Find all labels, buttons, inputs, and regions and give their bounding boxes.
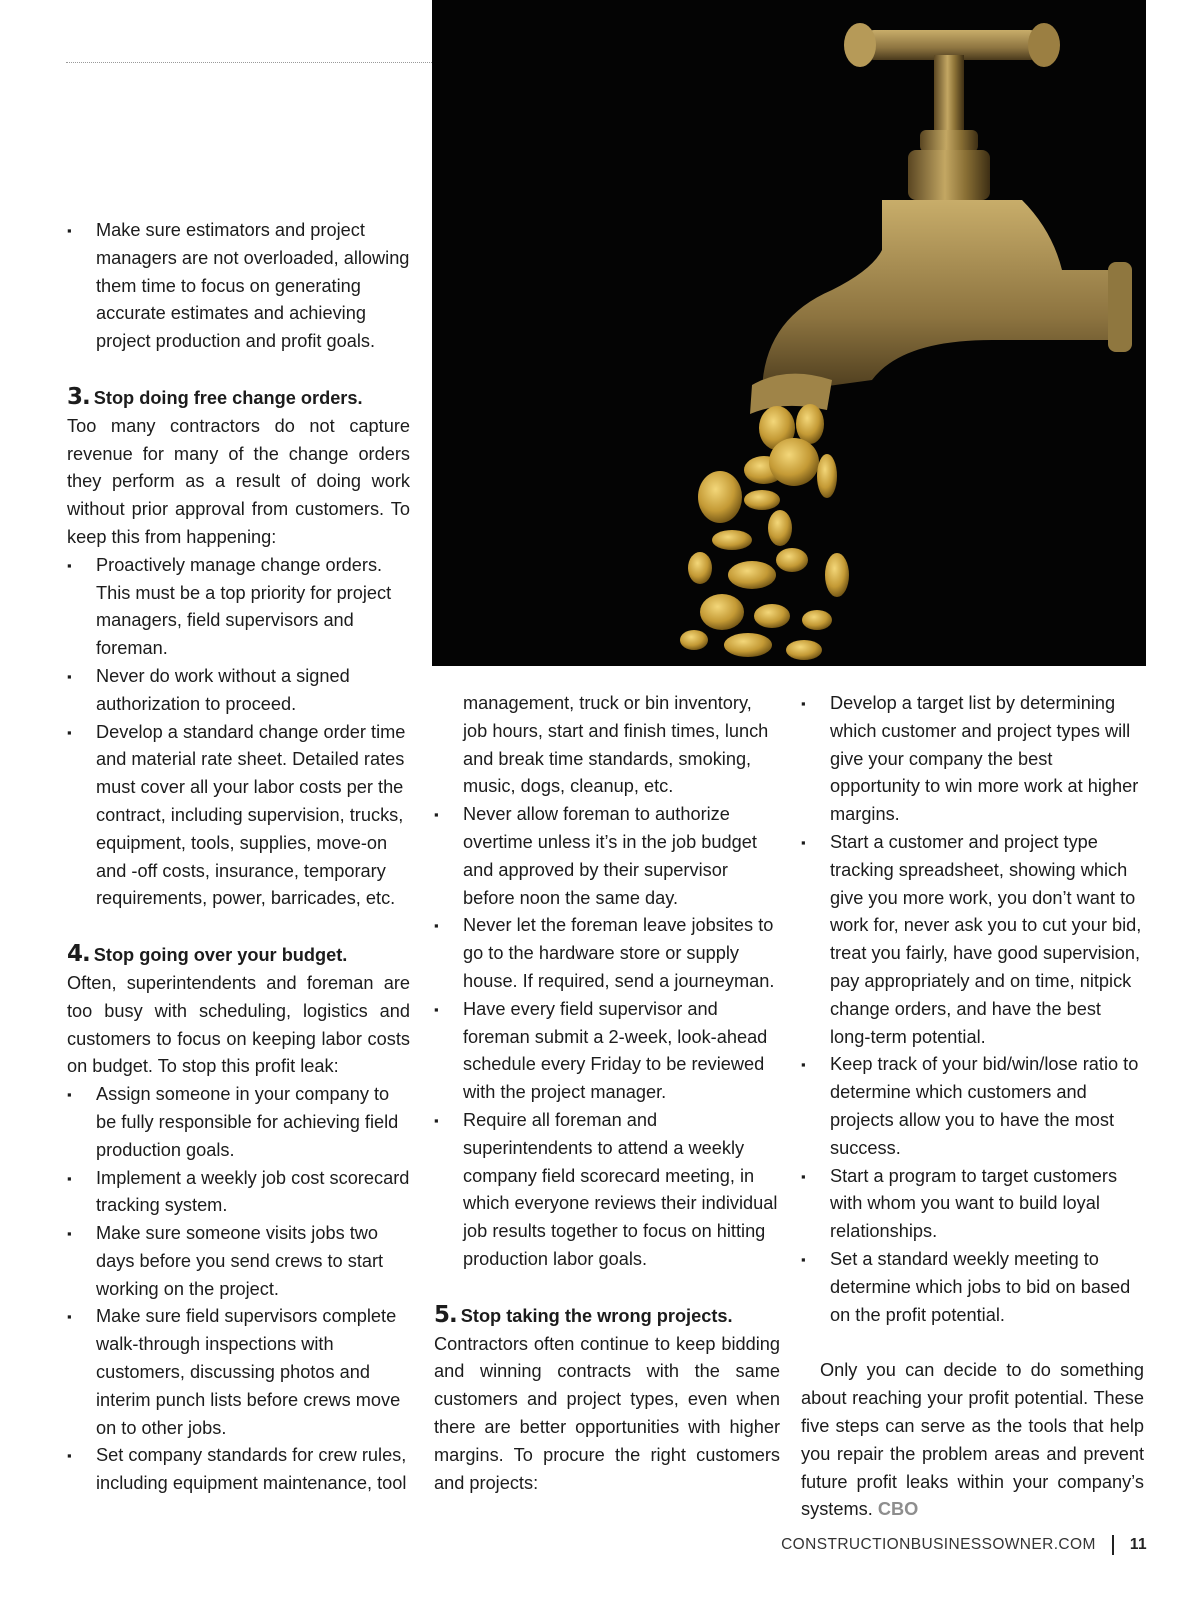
list-item: ▪ Assign someone in your company to be fully responsible for achieving field production goals. bbox=[67, 1081, 410, 1164]
page-number: 11 bbox=[1129, 1536, 1147, 1554]
column-3 bbox=[801, 690, 1144, 1524]
list-item: ▪ Never do work without a signed authorization to proceed. bbox=[67, 663, 410, 719]
list-item: ▪ Make sure field supervisors complete walk-through inspections with customers, discussing photos and interim punch lists before crews move on to other jobs. bbox=[67, 1303, 410, 1442]
section-number: 3. bbox=[67, 383, 90, 410]
section-intro: Too many contractors do not capture revenue for many of the change orders they perform as a result of doing work without prior approval from customers. To keep this from happening: bbox=[67, 415, 410, 547]
faucet-icon bbox=[432, 0, 1146, 666]
bullet-list bbox=[67, 217, 410, 356]
bullet-list bbox=[801, 690, 1144, 1329]
section-title: Stop going over your budget. bbox=[93, 945, 348, 966]
cbo-signoff: CBO bbox=[877, 1499, 919, 1520]
bullet-list bbox=[67, 552, 410, 913]
header-divider bbox=[66, 62, 432, 63]
list-item: ▪ Proactively manage change orders. This must be a top priority for project managers, field supervisors and foreman. bbox=[67, 552, 410, 663]
section-number: 4. bbox=[67, 941, 90, 968]
list-item: ▪ Make sure someone visits jobs two days before you send crews to start working on the project. bbox=[67, 1220, 410, 1303]
faucet-coins-photo bbox=[432, 0, 1146, 666]
list-item: ▪ Keep track of your bid/win/lose ratio to determine which customers and projects allow you to have the most success. bbox=[801, 1051, 1144, 1162]
list-item: ▪ Start a customer and project type tracking spreadsheet, showing which give you more work, you don’t want to work for, never ask you to cut your bid, treat you fairly, have good supervision, pay appropriately and on time, nitpick change orders, and have the best long-term potential. bbox=[801, 829, 1144, 1051]
list-item: ▪ Make sure estimators and project managers are not overloaded, allowing them time to focus on generating accurate estimates and achieving project production and profit goals. bbox=[67, 217, 410, 356]
closing-text: Only you can decide to do something about reaching your profit potential. These five steps can serve as the tools that help you repair the problem areas and prevent future profit leaks within your company’s systems. bbox=[801, 1360, 1144, 1520]
section-title: Stop taking the wrong projects. bbox=[460, 1305, 733, 1326]
section-intro: Often, superintendents and foreman are too busy with scheduling, logistics and customers to focus on keeping labor costs on budget. To stop this profit leak: bbox=[67, 972, 410, 1077]
section-heading bbox=[67, 941, 410, 970]
list-item: ▪ Never let the foreman leave jobsites to go to the hardware store or supply house. If required, send a journeyman. bbox=[434, 912, 780, 995]
list-item: ▪ Start a program to target customers with whom you want to build loyal relationships. bbox=[801, 1163, 1144, 1246]
continued-text: management, truck or bin inventory, job hours, start and finish times, lunch and break time standards, smoking, music, dogs, cleanup, etc. bbox=[463, 693, 769, 797]
section-number: 5. bbox=[434, 1301, 457, 1328]
list-item: ▪ Develop a target list by determining which customer and project types will give your company the best opportunity to win more work at higher margins. bbox=[801, 690, 1144, 829]
section-heading bbox=[67, 384, 410, 413]
footer-separator bbox=[1112, 1535, 1114, 1555]
list-item: ▪ Require all foreman and superintendents to attend a weekly company field scorecard meeting, in which everyone reviews their individual job results together to focus on hitting production labor goals. bbox=[434, 1107, 780, 1274]
closing-paragraph bbox=[801, 1357, 1144, 1524]
list-item: ▪ Set company standards for crew rules, including equipment maintenance, tool bbox=[67, 1442, 410, 1498]
column-1 bbox=[67, 217, 410, 1498]
list-item: ▪ Implement a weekly job cost scorecard tracking system. bbox=[67, 1165, 410, 1221]
footer-site: CONSTRUCTIONBUSINESSOWNER.COM bbox=[781, 1536, 1096, 1554]
list-item: ▪ Never allow foreman to authorize overtime unless it’s in the job budget and approved by their supervisor before noon the same day. bbox=[434, 801, 780, 912]
list-item: ▪ Have every field supervisor and foreman submit a 2-week, look-ahead schedule every Friday to be reviewed with the project manager. bbox=[434, 996, 780, 1107]
section-intro: Contractors often continue to keep bidding and winning contracts with the same customers and project types, even when there are better opportunities with higher margins. To procure the right customers and projects: bbox=[434, 1333, 780, 1493]
bullet-list bbox=[67, 1081, 410, 1498]
bullet-list bbox=[434, 801, 780, 1274]
section-heading bbox=[434, 1302, 780, 1331]
list-item: ▪ Set a standard weekly meeting to determine which jobs to bid on based on the profit potential. bbox=[801, 1246, 1144, 1329]
page-footer bbox=[781, 1535, 1147, 1555]
coins-icon bbox=[680, 404, 849, 660]
section-title: Stop doing free change orders. bbox=[93, 387, 363, 408]
column-2 bbox=[434, 690, 780, 1497]
list-item: ▪ Develop a standard change order time and material rate sheet. Detailed rates must cover all your labor costs per the contract, including supervision, trucks, equipment, tools, supplies, move-on and -off costs, insurance, temporary requirements, power, barricades, etc. bbox=[67, 719, 410, 914]
